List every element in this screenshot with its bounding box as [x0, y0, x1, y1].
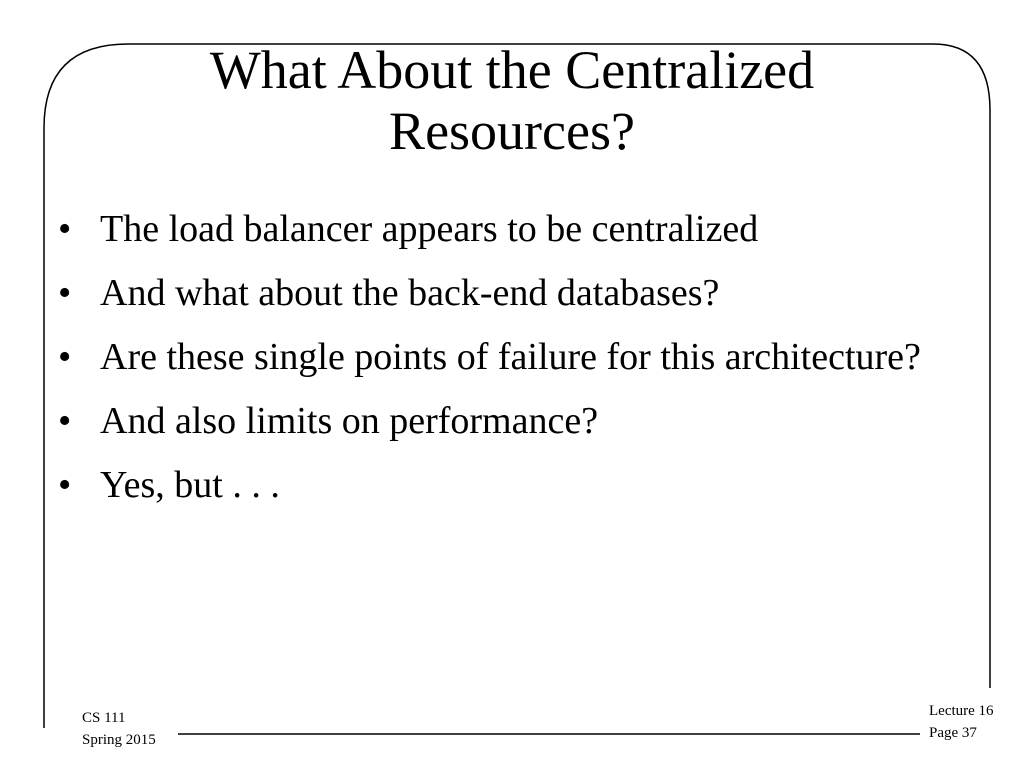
bullet-text: Are these single points of failure for this architecture? [100, 336, 921, 378]
bullet-item [56, 396, 956, 446]
bullet-text: Yes, but . . . [100, 464, 280, 506]
footer-lecture: Lecture 16 [929, 703, 994, 719]
bullet-icon: • [58, 272, 72, 314]
footer-term: Spring 2015 [82, 732, 156, 748]
bullet-icon: • [58, 208, 72, 250]
slide-title-line-2: Resources? [389, 101, 635, 161]
bullet-item [56, 332, 956, 382]
bullet-icon: • [58, 400, 72, 442]
footer-page-info [929, 700, 994, 744]
bullet-list [56, 204, 956, 524]
bullet-text: And what about the back-end databases? [100, 272, 720, 314]
bullet-item [56, 268, 956, 318]
footer-course-info [82, 707, 156, 751]
slide-title-line-1: What About the Centralized [209, 40, 815, 100]
bullet-text: The load balancer appears to be centralized [100, 208, 759, 250]
bullet-item [56, 204, 956, 254]
footer-course: CS 111 [82, 710, 126, 726]
slide-title [60, 40, 964, 162]
bullet-icon: • [58, 464, 72, 506]
bullet-text: And also limits on performance? [100, 400, 599, 442]
footer-page-number: Page 37 [929, 725, 977, 741]
bullet-icon: • [58, 336, 72, 378]
bullet-item [56, 460, 956, 510]
